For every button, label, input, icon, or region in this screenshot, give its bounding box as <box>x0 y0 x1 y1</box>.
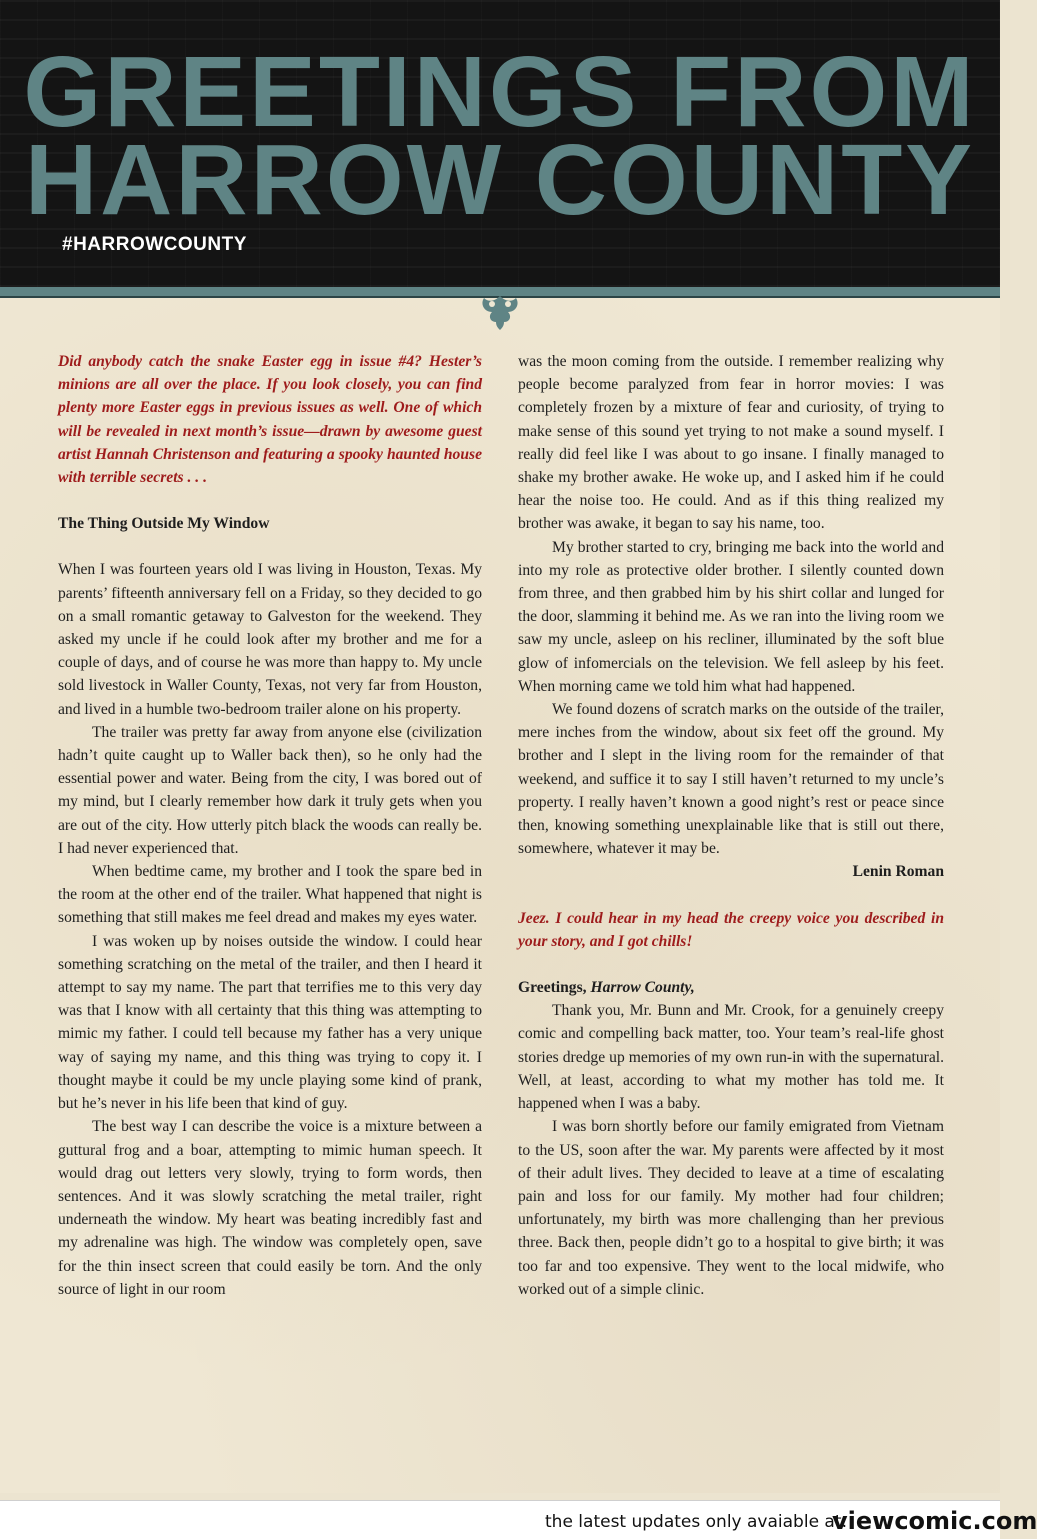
story-paragraph: When I was fourteen years old I was living in Houston, Texas. My parents’ fifteenth anniversary fell on a Friday, so they decided to go on a small romantic getaway to Galveston for the weekend. They asked my uncle if he could look after my brother and me for a couple of days, and of course he was more than happy to. My uncle sold livestock in Waller County, Texas, not very far from Houston, and lived in a humble two-bedroom trailer alone on his property. <box>58 561 482 718</box>
editor-note: Did anybody catch the snake Easter egg in issue #4? Hester’s minions are all over the place. If you look closely, you can find plenty more Easter eggs in previous issues as well. One of which will be revealed in next month’s issue—drawn by awesome guest artist Hannah Christenson and featuring a spooky haunted house with terrible secrets . . . <box>58 353 482 487</box>
left-column <box>58 350 482 1301</box>
story-paragraph: We found dozens of scratch marks on the outside of the trailer, mere inches from the window, about six feet off the ground. My brother and I slept in the living room for the remainder of that weekend, and suffice it to say I still haven’t returned to my uncle’s property. I really haven’t known a good night’s rest or peace since then, knowing something unexplainable like that is still out there, somewhere, whatever it may be. <box>518 701 944 858</box>
letter-greeting-text: Greetings, <box>518 979 591 997</box>
page-header <box>0 0 1000 287</box>
story-paragraph: The trailer was pretty far away from anyone else (civilization hadn’t quite caught up to Waller back then), so he only had the essential power and water. Being from the city, I was bored out of my mind, but I clearly remember how dark it truly gets when you are out of the city. How utterly pitch black the woods can really be. I had never experienced that. <box>58 723 482 857</box>
letter-greeting <box>518 976 944 999</box>
story-title: The Thing Outside My Window <box>58 515 270 533</box>
page-title-line-1: GREETINGS FROM <box>23 36 977 148</box>
story-paragraph: When bedtime came, my brother and I took the spare bed in the room at the other end of the trailer. What happened that night is something that still makes me feel dread and makes my eyes water. <box>58 863 482 927</box>
editor-note: Jeez. I could hear in my head the creepy voice you described in your story, and I got chills! <box>518 909 944 950</box>
page-title-line-2: HARROW COUNTY <box>24 124 976 236</box>
footer-banner <box>0 1500 1037 1539</box>
story-continuation: was the moon coming from the outside. I remember realizing why people become paralyzed from fear in horror movies: I was completely frozen by a mixture of fear and curiosity, of trying to make sense of this sound yet trying to not make a sound myself. I really did feel like I was about to go insane. I finally managed to shake my brother awake. He woke up, and I asked him if he could hear the noise too. He could. And as if this thing realized my brother was awake, it began to say his name, too. <box>518 353 944 533</box>
leaf-ornament-icon <box>470 292 530 332</box>
story-paragraph: The best way I can describe the voice is a mixture between a guttural frog and a boar, attempting to mimic human speech. It would drag out letters very slowly, trying to form words, then sentences. And it was slowly scratching the metal trailer, right underneath the window. My heart was beating incredibly fast and my adrenaline was high. The window was completely open, save for the thin insect screen that could easily be torn. And the only source of light in our room <box>58 1118 482 1298</box>
footer-site-link[interactable]: viewcomic.com <box>832 1507 1037 1535</box>
right-column <box>518 350 944 1301</box>
hashtag: #HARROWCOUNTY <box>62 234 247 255</box>
story-paragraph: I was woken up by noises outside the window. I could hear something scratching on the metal of the trailer, and then I heard it attempt to say my name. The part that terrifies me to this very day was that I know with all certainty that this thing was attempting to mimic my father. I could tell because my father has a very unique way of saying my name, and this thing was trying to copy it. I thought maybe it could be my uncle playing some kind of prank, but he’s never in his life been that kind of guy. <box>58 932 482 1113</box>
author-signature: Lenin Roman <box>852 863 944 881</box>
letter-paragraph: I was born shortly before our family emigrated from Vietnam to the US, soon after the war. My parents were affected by it most of their adult lives. They decided to leave at a time of escalating pain and loss for our family. My mother had four children; unfortunately, my birth was more challenging than her previous three. Back then, people didn’t go to a hospital to give birth; it was too far and too expensive. They went to the local midwife, who worked out of a simple clinic. <box>518 1118 944 1298</box>
story-paragraph: My brother started to cry, bringing me back into the world and into my role as protective older brother. I silently counted down from three, and then grabbed him by his shirt collar and lunged for the door, slamming it behind me. As we ran into the living room we saw my uncle, asleep on his recliner, illuminated by the soft blue glow of infomercials on the television. We fell asleep by his feet. When morning came we told him what had happened. <box>518 538 944 695</box>
letter-paragraph: Thank you, Mr. Bunn and Mr. Crook, for a genuinely creepy comic and compelling back matter, too. Your team’s real-life ghost stories dredge up memories of my own run-in with the supernatural. Well, at least, according to what my mother has told me. It happened when I was a baby. <box>518 1002 944 1113</box>
footer-note: the latest updates only avaiable at: <box>545 1512 848 1532</box>
letter-greeting-title: Harrow County, <box>590 979 695 997</box>
